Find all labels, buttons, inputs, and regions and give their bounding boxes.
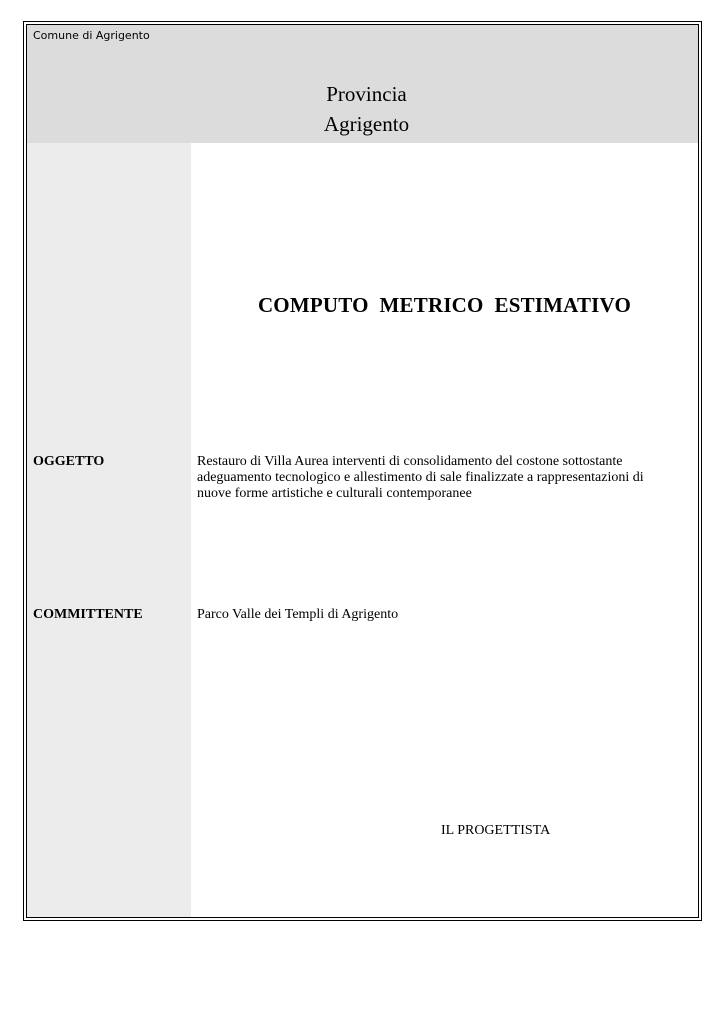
committente-label: COMMITTENTE bbox=[33, 607, 143, 622]
oggetto-value: Restauro di Villa Aurea interventi di consolidamento del costone sottostante adeguamento tecnologico e allestimento di sale finalizzate a rappresentazioni di nuove forme artistiche e culturali contemporanee bbox=[197, 454, 644, 501]
progettista-label: IL PROGETTISTA bbox=[441, 823, 551, 838]
provincia-block bbox=[27, 79, 698, 139]
left-sidebar bbox=[27, 143, 191, 917]
comune-label: Comune di Agrigento bbox=[33, 29, 150, 42]
provincia-name: Agrigento bbox=[323, 112, 410, 136]
document-title: COMPUTO METRICO ESTIMATIVO bbox=[257, 293, 632, 317]
header-band bbox=[27, 25, 698, 143]
oggetto-label: OGGETTO bbox=[33, 454, 105, 469]
cover-frame bbox=[26, 24, 699, 918]
provincia-label: Provincia bbox=[326, 82, 407, 106]
committente-value: Parco Valle dei Templi di Agrigento bbox=[197, 607, 399, 622]
